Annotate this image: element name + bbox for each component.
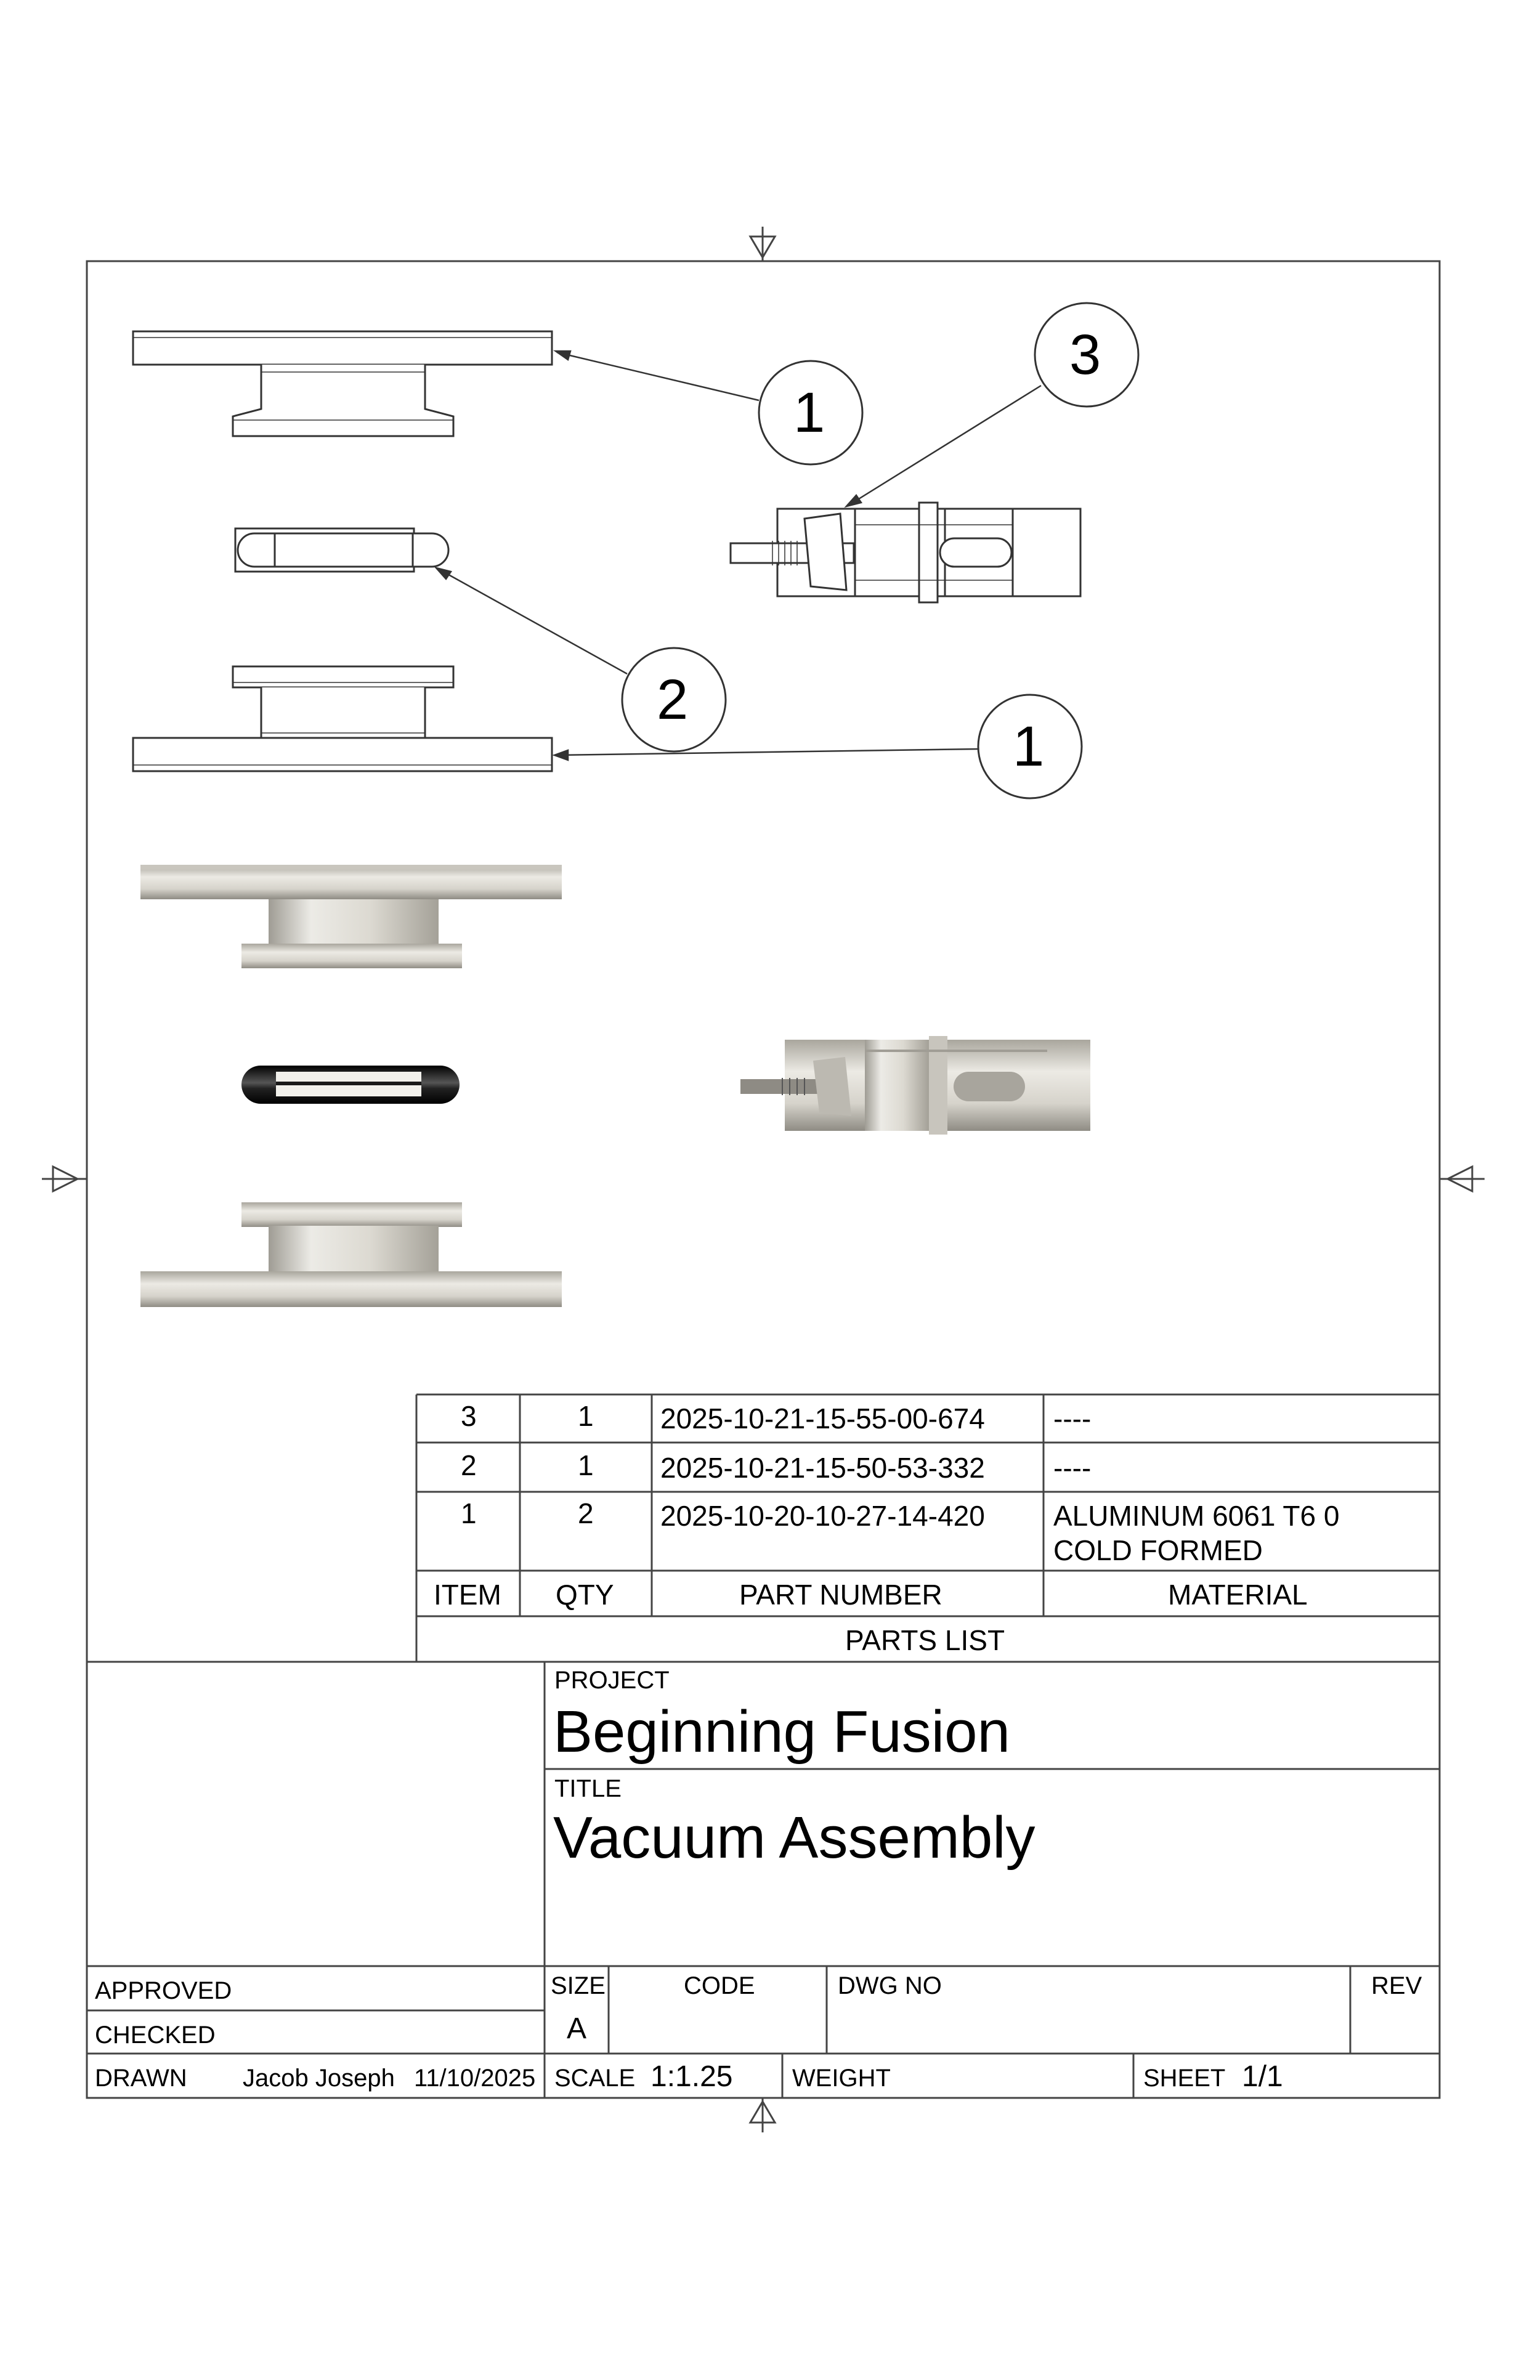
scale-value: 1:1.25 bbox=[650, 2060, 733, 2093]
row1-qty: 2 bbox=[578, 1497, 594, 1529]
center-mark-right bbox=[1440, 1167, 1485, 1191]
drawn-date: 11/10/2025 bbox=[414, 2065, 536, 2092]
header-item: ITEM bbox=[434, 1579, 501, 1611]
dwg-no-label: DWG NO bbox=[838, 1972, 942, 1999]
clamp-render bbox=[740, 1036, 1090, 1135]
weight-label: WEIGHT bbox=[792, 2065, 891, 2092]
balloon-label-1a: 1 bbox=[793, 381, 825, 444]
flange-top-line-view bbox=[133, 331, 552, 436]
row1-item: 1 bbox=[461, 1497, 477, 1529]
size-label: SIZE bbox=[551, 1972, 606, 1999]
oring-line-view bbox=[235, 528, 448, 572]
code-label: CODE bbox=[684, 1972, 755, 1999]
project-name: Beginning Fusion bbox=[553, 1699, 1010, 1765]
scale-label: SCALE bbox=[554, 2065, 636, 2092]
row3-material: ---- bbox=[1053, 1402, 1092, 1435]
sheet-label: SHEET bbox=[1143, 2065, 1226, 2092]
flange-bottom-line-view bbox=[133, 666, 552, 771]
sheet-value: 1/1 bbox=[1242, 2060, 1283, 2093]
center-mark-bottom bbox=[750, 2098, 775, 2132]
rev-label: REV bbox=[1371, 1972, 1422, 1999]
drawing-title: Vacuum Assembly bbox=[553, 1805, 1035, 1871]
drawn-label: DRAWN bbox=[95, 2065, 187, 2092]
balloon-label-1b: 1 bbox=[1013, 715, 1045, 778]
row2-part-number: 2025-10-21-15-50-53-332 bbox=[660, 1452, 985, 1484]
row2-material: ---- bbox=[1053, 1452, 1092, 1484]
clamp-line-view bbox=[731, 503, 1080, 602]
header-qty: QTY bbox=[556, 1579, 614, 1611]
balloon-label-2: 2 bbox=[657, 668, 689, 731]
center-mark-left bbox=[42, 1167, 87, 1191]
row3-part-number: 2025-10-21-15-55-00-674 bbox=[660, 1402, 985, 1435]
balloon-label-3: 3 bbox=[1069, 323, 1101, 386]
drawn-by: Jacob Joseph bbox=[243, 2065, 395, 2092]
row3-qty: 1 bbox=[578, 1400, 594, 1432]
flange-bottom-render bbox=[140, 1202, 562, 1307]
header-material: MATERIAL bbox=[1168, 1579, 1308, 1611]
row1-material-line2: COLD FORMED bbox=[1053, 1534, 1263, 1566]
row1-material: ALUMINUM 6061 T6 0 bbox=[1053, 1500, 1340, 1532]
row3-item: 3 bbox=[461, 1400, 477, 1432]
size-value: A bbox=[567, 2012, 587, 2045]
row2-qty: 1 bbox=[578, 1449, 594, 1481]
header-part-number: PART NUMBER bbox=[739, 1579, 942, 1611]
center-mark-top bbox=[750, 227, 775, 261]
approved-label: APPROVED bbox=[95, 1977, 232, 2004]
row2-item: 2 bbox=[461, 1449, 477, 1481]
row1-part-number: 2025-10-20-10-27-14-420 bbox=[660, 1500, 985, 1532]
checked-label: CHECKED bbox=[95, 2022, 216, 2049]
parts-list-title: PARTS LIST bbox=[845, 1624, 1005, 1656]
title-label: TITLE bbox=[554, 1775, 622, 1802]
oring-render bbox=[241, 1066, 460, 1104]
project-label: PROJECT bbox=[554, 1667, 670, 1694]
flange-top-render bbox=[140, 865, 562, 968]
